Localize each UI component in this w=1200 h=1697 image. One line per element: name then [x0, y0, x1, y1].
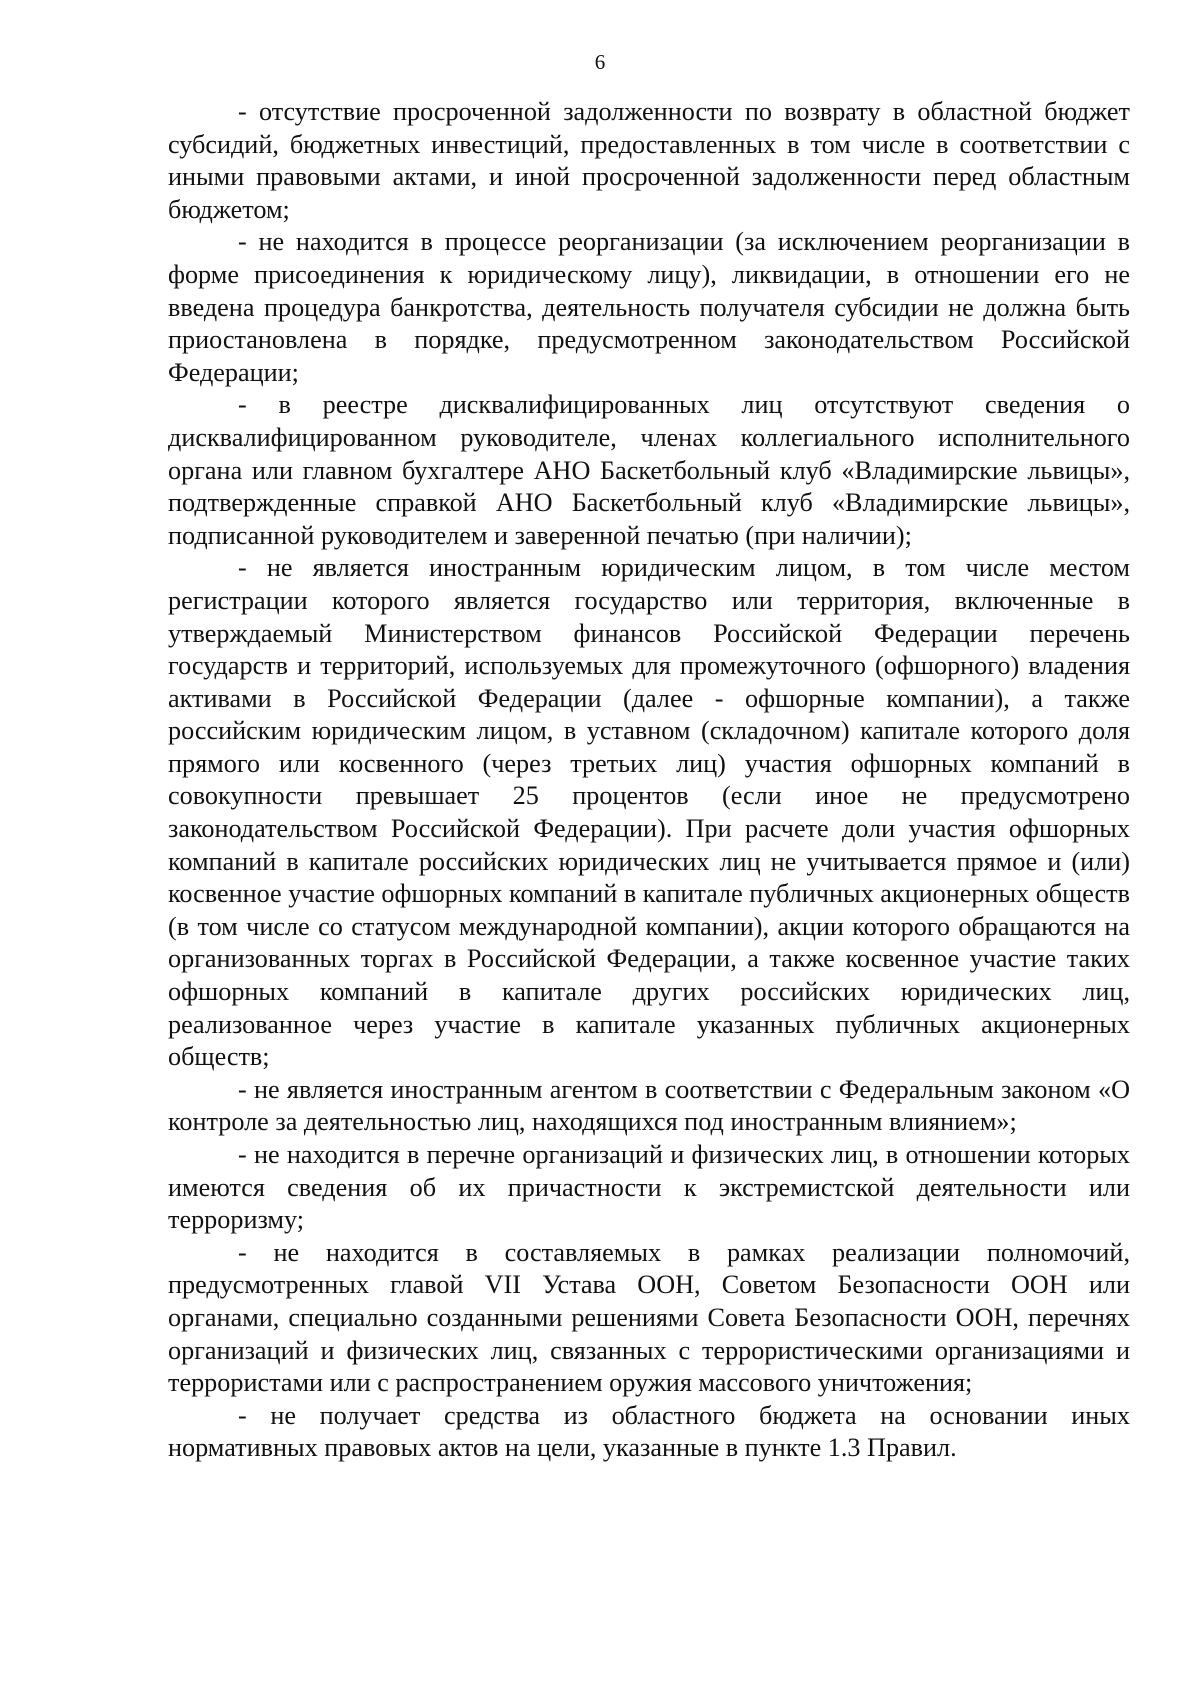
paragraph-no-other-funding: - не получает средства из областного бюджета на основании иных нормативных правовых актов на цели, указанные в пункте 1.3 Правил. — [168, 1400, 1130, 1463]
paragraph-no-reorganization: - не находится в процессе реорганизации (за исключением реорганизации в форме присоединения к юридическому лицу), ликвидации, в отношении его не введена процедура банкротства, деятельность получателя субсидии не должна быть приостановлена в порядке, предусмотренном законодательством Российской Федерации; — [168, 227, 1130, 387]
paragraph-not-foreign-entity: - не является иностранным юридическим лицом, в том числе местом регистрации которого является государство или территория, включенные в утверждаемый Министерством финансов Российской Федерации перечень государств и территорий, используемых для промежуточного (офшорного) владения активами в Российской Федерации (далее - офшорные компании), а также российским юридическим лицом, в уставном (складочном) капитале которого доля прямого или косвенного (через третьих лиц) участия офшорных компаний в совокупности превышает 25 процентов (если иное не предусмотрено законодательством Российской Федерации). При расчете доли участия офшорных компаний в капитале российских юридических лиц не учитывается прямое и (или) косвенное участие офшорных компаний в капитале публичных акционерных обществ (в том числе со статусом международной компании), акции которого обращаются на организованных торгах в Российской Федерации, а также косвенное участие таких офшорных компаний в капитале других российских юридических лиц, реализованное через участие в капитале указанных публичных акционерных обществ; — [168, 553, 1130, 1072]
page-number: 6 — [594, 50, 606, 74]
paragraph-disqualified-persons: - в реестре дисквалифицированных лиц отсутствуют сведения о дисквалифицированном руководителе, членах коллегиального исполнительного органа или главном бухгалтере АНО Баскетбольный клуб «Владимирские львицы», подтвержденные справкой АНО Баскетбольный клуб «Владимирские львицы», подписанной руководителем и заверенной печатью (при наличии); — [168, 390, 1130, 550]
paragraph-no-overdue-debt: - отсутствие просроченной задолженности по возврату в областной бюджет субсидий, бюджетных инвестиций, предоставленных в том числе в соответствии с иными правовыми актами, и иной просроченной задолженности перед областным бюджетом; — [168, 97, 1130, 224]
paragraph-not-extremist-list: - не находится в перечне организаций и физических лиц, в отношении которых имеются сведения об их причастности к экстремистской деятельности или терроризму; — [168, 1140, 1130, 1235]
paragraph-not-un-sanctions-list: - не находится в составляемых в рамках реализации полномочий, предусмотренных главой VII Устава ООН, Советом Безопасности ООН или органами, специально созданными решениями Совета Безопасности ООН, перечнях организаций и физических лиц, связанных с террористическими организациями и террористами или с распространением оружия массового уничтожения; — [168, 1237, 1130, 1398]
document-body — [168, 96, 1130, 1465]
paragraph-not-foreign-agent: - не является иностранным агентом в соответствии с Федеральным законом «О контроле за деятельностью лиц, находящихся под иностранным влиянием»; — [168, 1074, 1130, 1137]
